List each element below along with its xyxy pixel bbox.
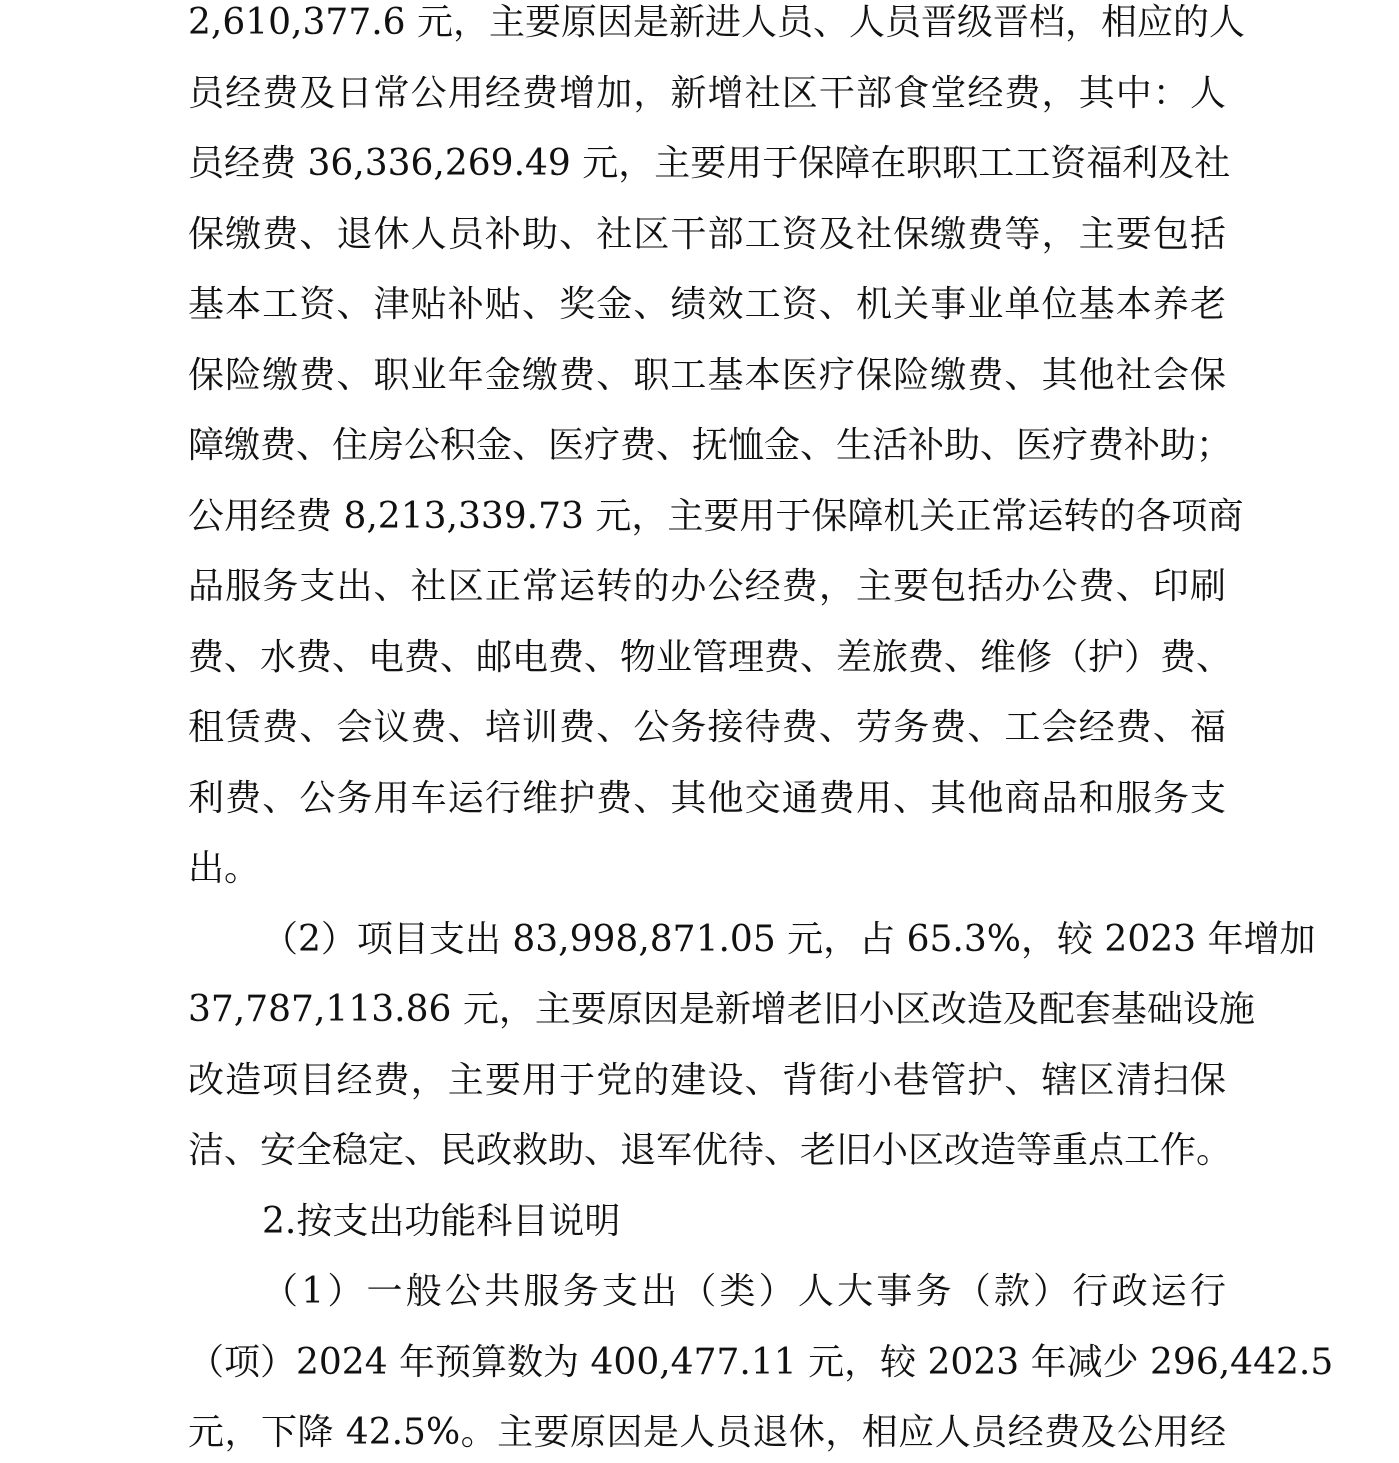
text-line: （项）2024 年预算数为 400,477.11 元，较 2023 年减少 296,442.5 xyxy=(188,1342,1334,1383)
section-heading: 2.按支出功能科目说明 xyxy=(262,1201,621,1242)
text-line: 出。 xyxy=(188,848,261,889)
text-line: 洁、安全稳定、民政救助、退军优待、老旧小区改造等重点工作。 xyxy=(188,1130,1233,1171)
text-line: 员经费及日常公用经费增加，新增社区干部食堂经费，其中：人 xyxy=(188,73,1226,114)
text-line: 费、水费、电费、邮电费、物业管理费、差旅费、维修（护）费、 xyxy=(188,637,1233,678)
text-line: 品服务支出、社区正常运转的办公经费，主要包括办公费、印刷 xyxy=(188,566,1226,607)
paragraph-first-line: （1）一般公共服务支出（类）人大事务（款）行政运行 xyxy=(262,1271,1226,1312)
text-line: 2,610,377.6 元，主要原因是新进人员、人员晋级晋档，相应的人 xyxy=(188,2,1246,43)
text-line: 利费、公务用车运行维护费、其他交通费用、其他商品和服务支 xyxy=(188,778,1226,819)
text-line: 元，下降 42.5%。主要原因是人员退休，相应人员经费及公用经 xyxy=(188,1412,1226,1453)
text-line: 保险缴费、职业年金缴费、职工基本医疗保险缴费、其他社会保 xyxy=(188,355,1226,396)
text-line: 保缴费、退休人员补助、社区干部工资及社保缴费等，主要包括 xyxy=(188,214,1226,255)
text-line: 37,787,113.86 元，主要原因是新增老旧小区改造及配套基础设施 xyxy=(188,989,1255,1030)
text-line: 基本工资、津贴补贴、奖金、绩效工资、机关事业单位基本养老 xyxy=(188,284,1226,325)
text-line: 改造项目经费，主要用于党的建设、背街小巷管护、辖区清扫保 xyxy=(188,1060,1226,1101)
text-line: 租赁费、会议费、培训费、公务接待费、劳务费、工会经费、福 xyxy=(188,707,1226,748)
text-line: 员经费 36,336,269.49 元，主要用于保障在职职工工资福利及社 xyxy=(188,143,1231,184)
paragraph-first-line: （2）项目支出 83,998,871.05 元，占 65.3%，较 2023 年增加 xyxy=(262,919,1316,960)
text-line: 障缴费、住房公积金、医疗费、抚恤金、生活补助、医疗费补助； xyxy=(188,425,1233,466)
text-line: 公用经费 8,213,339.73 元，主要用于保障机关正常运转的各项商 xyxy=(188,496,1244,537)
